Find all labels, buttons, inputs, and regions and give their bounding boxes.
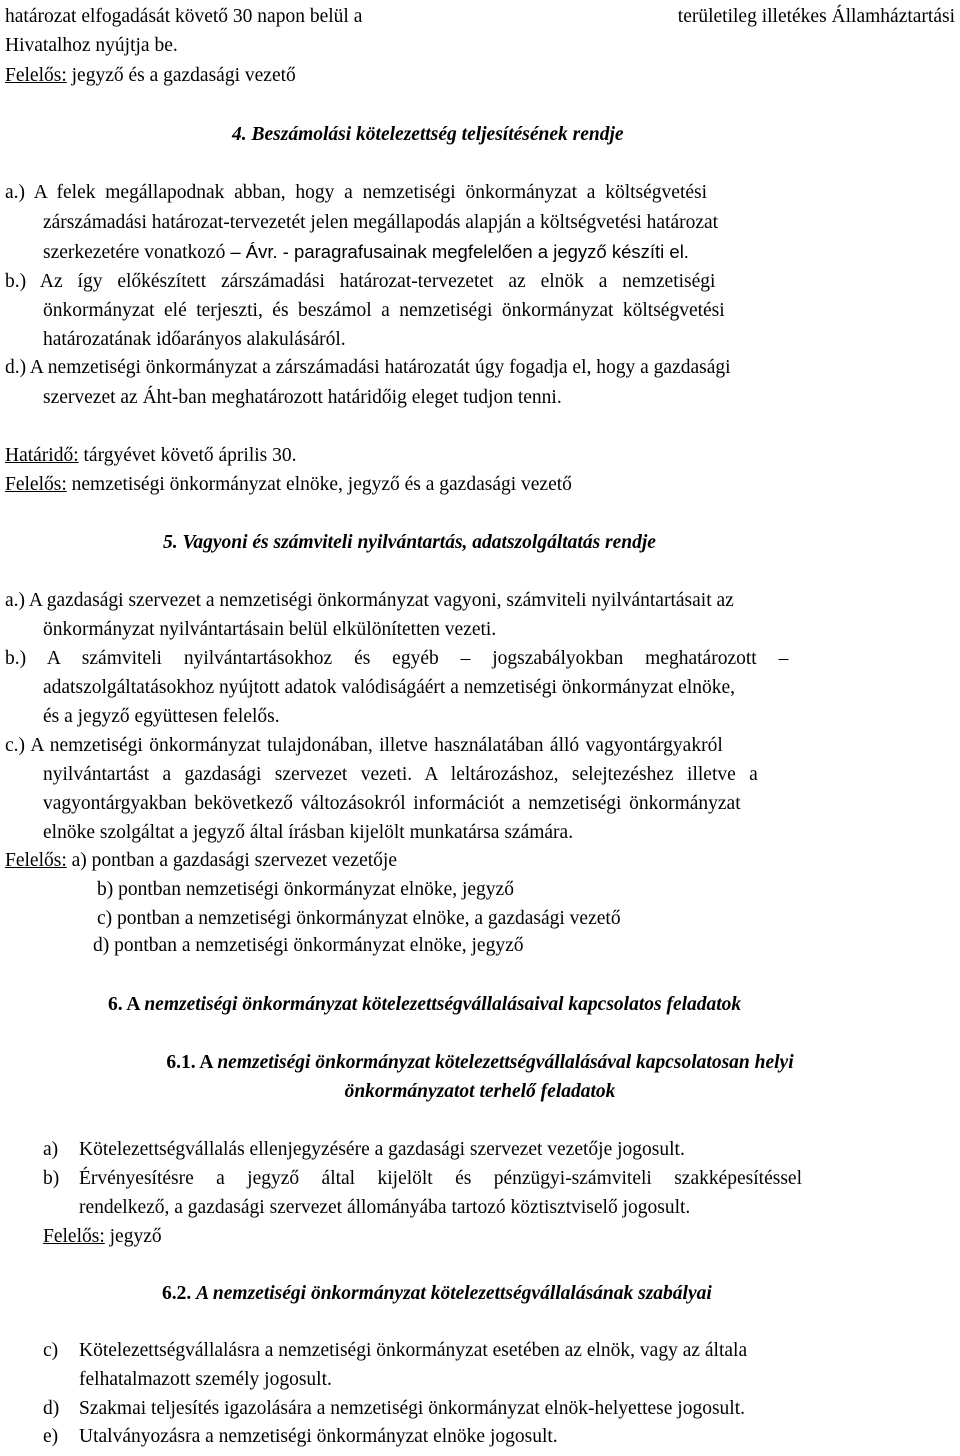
s4-a-line-2: zárszámadási határozat-tervezetét jelen megállapodás alapján a költségvetési határozat [43, 212, 719, 233]
s4-d-line-1: d.) A nemzetiségi önkormányzat a zárszámadási határozatát úgy fogadja el, hogy a gazdasági [5, 357, 731, 378]
section-6-1-title-1: nemzetiségi önkormányzat kötelezettségvállalásával kapcsolatosan helyi [217, 1052, 794, 1073]
s5-c-line-1: c.) A nemzetiségi önkormányzat tulajdonában, illetve használatában álló vagyontárgyakról [5, 735, 723, 756]
s5-c-line-3: vagyontárgyakban bekövetkező változásokról információt a nemzetiségi önkormányzat [43, 793, 741, 814]
s5-felelos-a [5, 851, 397, 871]
hatarido-label: Határidő: [5, 445, 79, 466]
section-6-title: nemzetiségi önkormányzat kötelezettségvállalásaival kapcsolatos feladatok [144, 994, 742, 1015]
felelos-label: Felelős: [43, 1226, 105, 1247]
s4-hatarido [5, 446, 297, 466]
s5-felelos-d: d) pontban a nemzetiségi önkormányzat elnöke, jegyző [93, 935, 524, 956]
s5-a-line-2: önkormányzat nyilvántartásain belül elkülönítetten vezeti. [43, 619, 497, 640]
s4-d-line-2: szervezet az Áht-ban meghatározott határidőig eleget tudjon tenni. [43, 387, 562, 408]
section-6-1-heading [0, 1053, 960, 1073]
s6-a-text: Kötelezettségvállalás ellenjegyzésére a gazdasági szervezet vezetője jogosult. [79, 1139, 685, 1160]
s6-d-text: Szakmai teljesítés igazolására a nemzetiségi önkormányzat elnök-helyettese jogosult. [79, 1398, 746, 1419]
s5-b-line-2: adatszolgáltatásokhoz nyújtott adatok valódiságáért a nemzetiségi önkormányzat elnöke, [43, 677, 736, 698]
s5-c-line-4: elnöke szolgáltat a jegyző által írásban kijelölt munkatársa számára. [43, 822, 574, 843]
section-6-2-number: 6.2. [162, 1283, 197, 1304]
s6-b-line-1: Érvényesítésre a jegyző által kijelölt és pénzügyi-számviteli szakképesítéssel [79, 1168, 802, 1189]
s4-a-text-1: a.) A felek megállapodnak abban, hogy a nemzetiségi önkormányzat a költségvetési [5, 182, 708, 203]
p3-line-1 [5, 7, 955, 27]
s4-a-text-3a: szerkezetére vonatkozó [43, 242, 231, 263]
section-4-heading: 4. Beszámolási kötelezettség teljesítésének rendje [232, 124, 624, 145]
section-6-heading [108, 995, 741, 1015]
s6-a-label: a) [43, 1139, 59, 1160]
s6-b-label: b) [43, 1168, 60, 1189]
felelos-label: Felelős: [5, 65, 67, 86]
s4-a-line-3 [43, 243, 689, 263]
felelos-text: nemzetiségi önkormányzat elnöke, jegyző és a gazdasági vezető [66, 474, 572, 495]
s6-c-line-1: Kötelezettségvállalásra a nemzetiségi önkormányzat esetében az elnök, vagy az általa [79, 1340, 748, 1361]
s5-b-line-1: b.) A számviteli nyilvántartásokhoz és egyéb – jogszabályokban meghatározott – [5, 648, 789, 669]
felelos-label: Felelős: [5, 474, 67, 495]
s6-b-line-2: rendelkező, a gazdasági szervezet állományába tartozó köztisztviselő jogosult. [79, 1197, 691, 1218]
s6-e-text: Utalványozásra a nemzetiségi önkormányzat elnöke jogosult. [79, 1426, 558, 1447]
p3-line-2: Hivatalhoz nyújtja be. [5, 35, 178, 56]
s5-felelos-c: c) pontban a nemzetiségi önkormányzat elnöke, a gazdasági vezető [97, 908, 621, 929]
hatarido-text: tárgyévet követő április 30. [78, 445, 297, 466]
s5-c-line-2: nyilvántartást a gazdasági szervezet vezeti. A leltározáshoz, selejtezéshez illetve a [43, 764, 758, 785]
s4-b-line-2: önkormányzat elé terjeszti, és beszámol a nemzetiségi önkormányzat költségvetési [43, 300, 725, 321]
p3-felelos [5, 66, 296, 86]
felelos-text: jegyző [104, 1226, 162, 1247]
s4-a-text-3b: – Ávr. - paragrafusainak megfelelően a jegyző készíti el. [230, 241, 689, 262]
section-6-number: 6. A [108, 994, 145, 1015]
section-6-1-number: 6.1. A [166, 1052, 218, 1073]
s6-c-line-2: felhatalmazott személy jogosult. [79, 1369, 332, 1390]
section-6-1-title-2: önkormányzatot terhelő feladatok [344, 1081, 616, 1102]
felelos-text: jegyző és a gazdasági vezető [66, 65, 296, 86]
s4-b-line-3: határozatának időarányos alakulásáról. [43, 329, 346, 350]
s5-felelos-b: b) pontban nemzetiségi önkormányzat elnöke, jegyző [97, 879, 514, 900]
s4-a-line-1 [5, 183, 955, 203]
s4-b-line-1: b.) Az így előkészített zárszámadási határozat-tervezetet az elnök a nemzetiségi [5, 271, 716, 292]
section-6-2-title: A nemzetiségi önkormányzat kötelezettségvállalásának szabályai [196, 1283, 712, 1304]
s6-e-label: e) [43, 1426, 59, 1447]
p3-line-1-a: határozat elfogadását követő 30 napon belül a [5, 6, 363, 27]
felelos-a-text: a) pontban a gazdasági szervezet vezetője [66, 850, 397, 871]
section-6-2-heading [162, 1284, 712, 1304]
p3-line-1-b: területileg illetékes Államháztartási [677, 6, 955, 27]
s6-c-label: c) [43, 1340, 59, 1361]
section-5-heading: 5. Vagyoni és számviteli nyilvántartás, adatszolgáltatás rendje [163, 532, 656, 553]
s6-d-label: d) [43, 1398, 60, 1419]
s5-a-line-1: a.) A gazdasági szervezet a nemzetiségi önkormányzat vagyoni, számviteli nyilvántartásait az [5, 590, 734, 611]
s5-b-line-3: és a jegyző együttesen felelős. [43, 706, 280, 727]
s6-felelos [43, 1227, 162, 1247]
felelos-label: Felelős: [5, 850, 67, 871]
s4-felelos [5, 475, 572, 495]
